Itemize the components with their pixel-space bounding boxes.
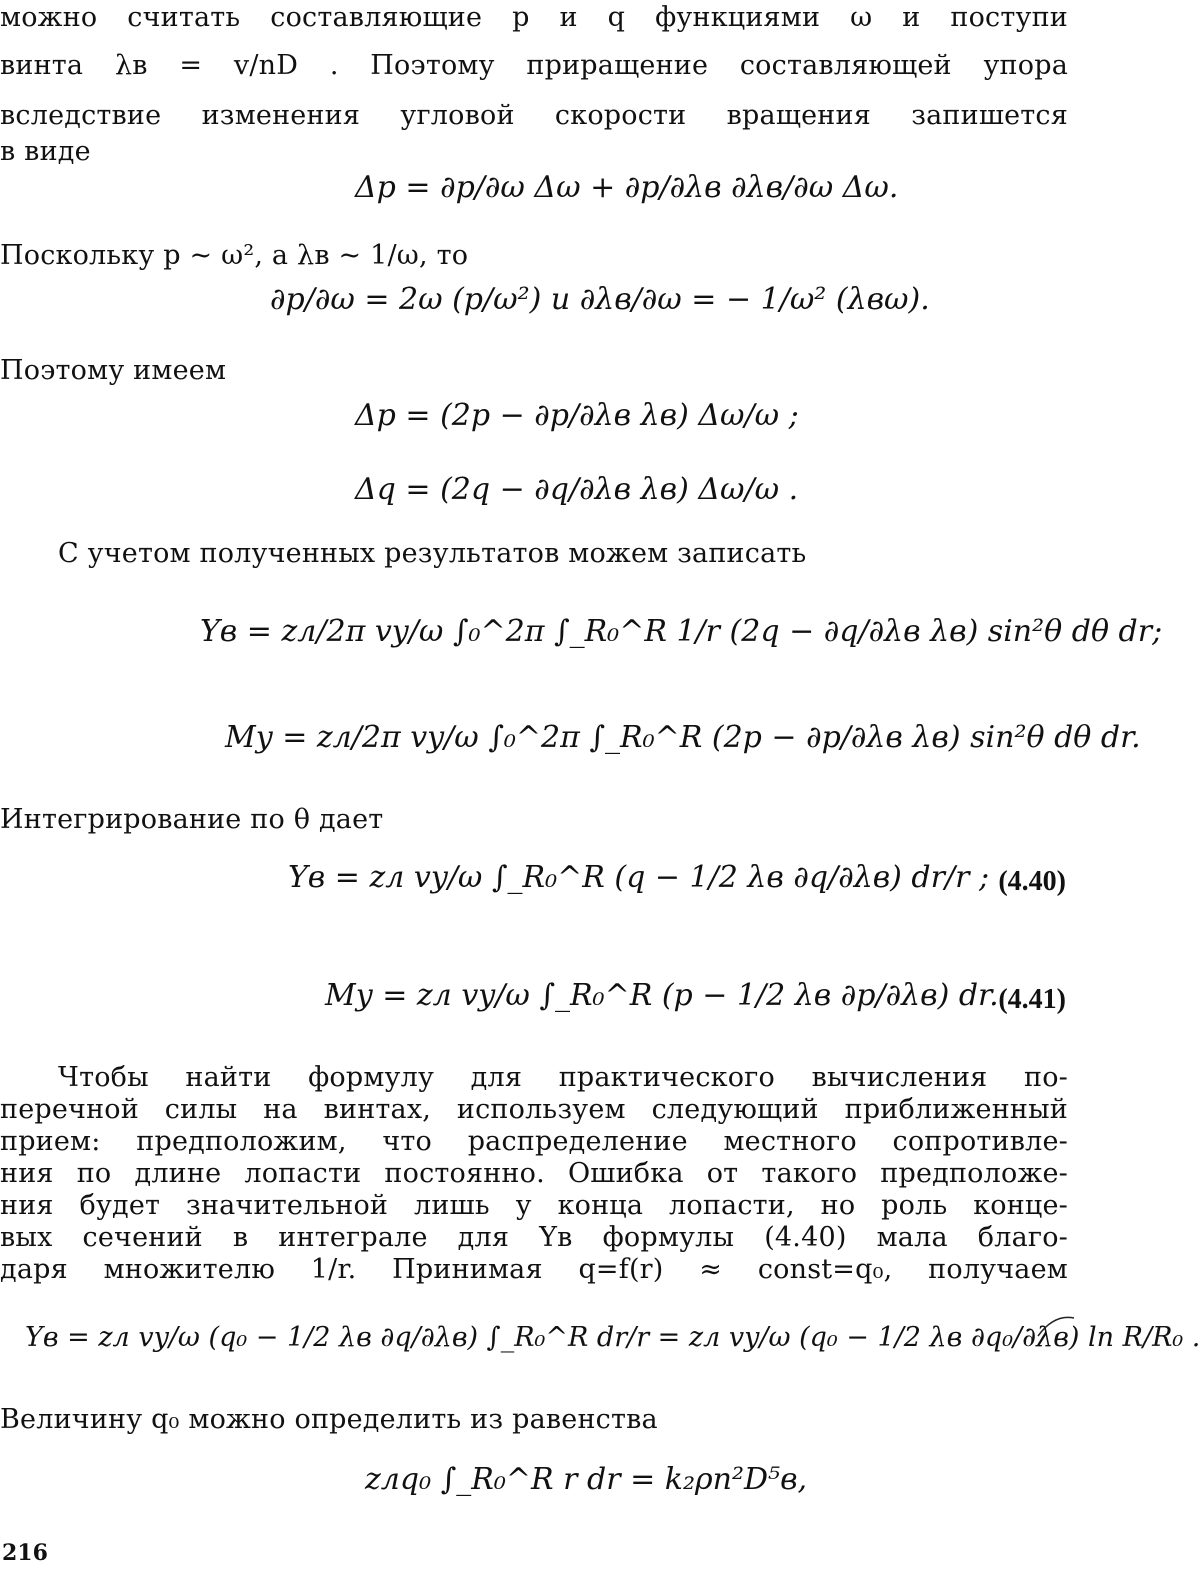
text-line-6: Поэтому имеем xyxy=(0,355,227,386)
equation-delta-p: Δp = ∂p/∂ω Δω + ∂p/∂λв ∂λв/∂ω Δω. xyxy=(355,170,899,205)
text-line-7: С учетом полученных результатов можем записать xyxy=(58,538,807,569)
text-line-4: в виде xyxy=(0,136,91,167)
text-line-14: вых сечений в интеграле для Yв формулы (4.40) мала благо- xyxy=(0,1222,1068,1253)
text-line-2: винта λв = v/nD . Поэтому приращение составляющей упора xyxy=(0,50,1068,81)
stray-mark xyxy=(1036,1308,1076,1338)
page-number: 216 xyxy=(2,1540,48,1566)
equation-y-integral: Yв = zл/2π vy/ω ∫₀^2π ∫_R₀^R 1/r (2q − ∂q/∂λв λв) sin²θ dθ dr; xyxy=(200,614,1163,649)
equation-q0: zлq₀ ∫_R₀^R r dr = k₂ρn²D⁵в, xyxy=(365,1462,808,1497)
text-line-11: прием: предположим, что распределение местного сопротивле- xyxy=(0,1126,1068,1157)
text-line-15: даря множителю 1/r. Принимая q=f(r) ≈ const=q₀, получаем xyxy=(0,1254,1068,1285)
equation-delta-q: Δq = (2q − ∂q/∂λв λв) Δω/ω . xyxy=(355,472,799,507)
text-line-12: ния по длине лопасти постоянно. Ошибка от такого предположе- xyxy=(0,1158,1068,1189)
text-line-9: Чтобы найти формулу для практического вычисления по- xyxy=(58,1062,1068,1093)
text-line-8: Интегрирование по θ дает xyxy=(0,804,384,835)
text-line-10: перечной силы на винтах, используем следующий приближенный xyxy=(0,1094,1068,1125)
text-line-3: вследствие изменения угловой скорости вращения запишется xyxy=(0,100,1068,131)
equation-number-4-41: (4.41) xyxy=(998,984,1066,1015)
text-line-1: можно считать составляющие p и q функциями ω и поступи xyxy=(0,2,1068,33)
equation-number-4-40: (4.40) xyxy=(998,866,1066,897)
text-line-13: ния будет значительной лишь у конца лопасти, но роль концe- xyxy=(0,1190,1068,1221)
text-line-5: Поскольку p ~ ω², а λв ~ 1/ω, то xyxy=(0,240,469,271)
equation-delta-p-2: Δp = (2p − ∂p/∂λв λв) Δω/ω ; xyxy=(355,398,799,433)
equation-4-40: Yв = zл vy/ω ∫_R₀^R (q − 1/2 λв ∂q/∂λв) dr/r ; xyxy=(288,860,990,895)
text-line-16: Величину q₀ можно определить из равенства xyxy=(0,1404,658,1435)
equation-m-integral: My = zл/2π vy/ω ∫₀^2π ∫_R₀^R (2p − ∂p/∂λв λв) sin²θ dθ dr. xyxy=(225,720,1141,755)
equation-4-41: My = zл vy/ω ∫_R₀^R (p − 1/2 λв ∂p/∂λв) dr. xyxy=(325,978,999,1013)
equation-y-approx: Yв = zл vy/ω (q₀ − 1/2 λв ∂q/∂λв) ∫_R₀^R dr/r = zл vy/ω (q₀ − 1/2 λв ∂q₀/∂λв) ln R/R₀ . xyxy=(25,1322,1200,1353)
equation-derivatives: ∂p/∂ω = 2ω (p/ω²) и ∂λв/∂ω = − 1/ω² (λвω). xyxy=(270,282,930,317)
